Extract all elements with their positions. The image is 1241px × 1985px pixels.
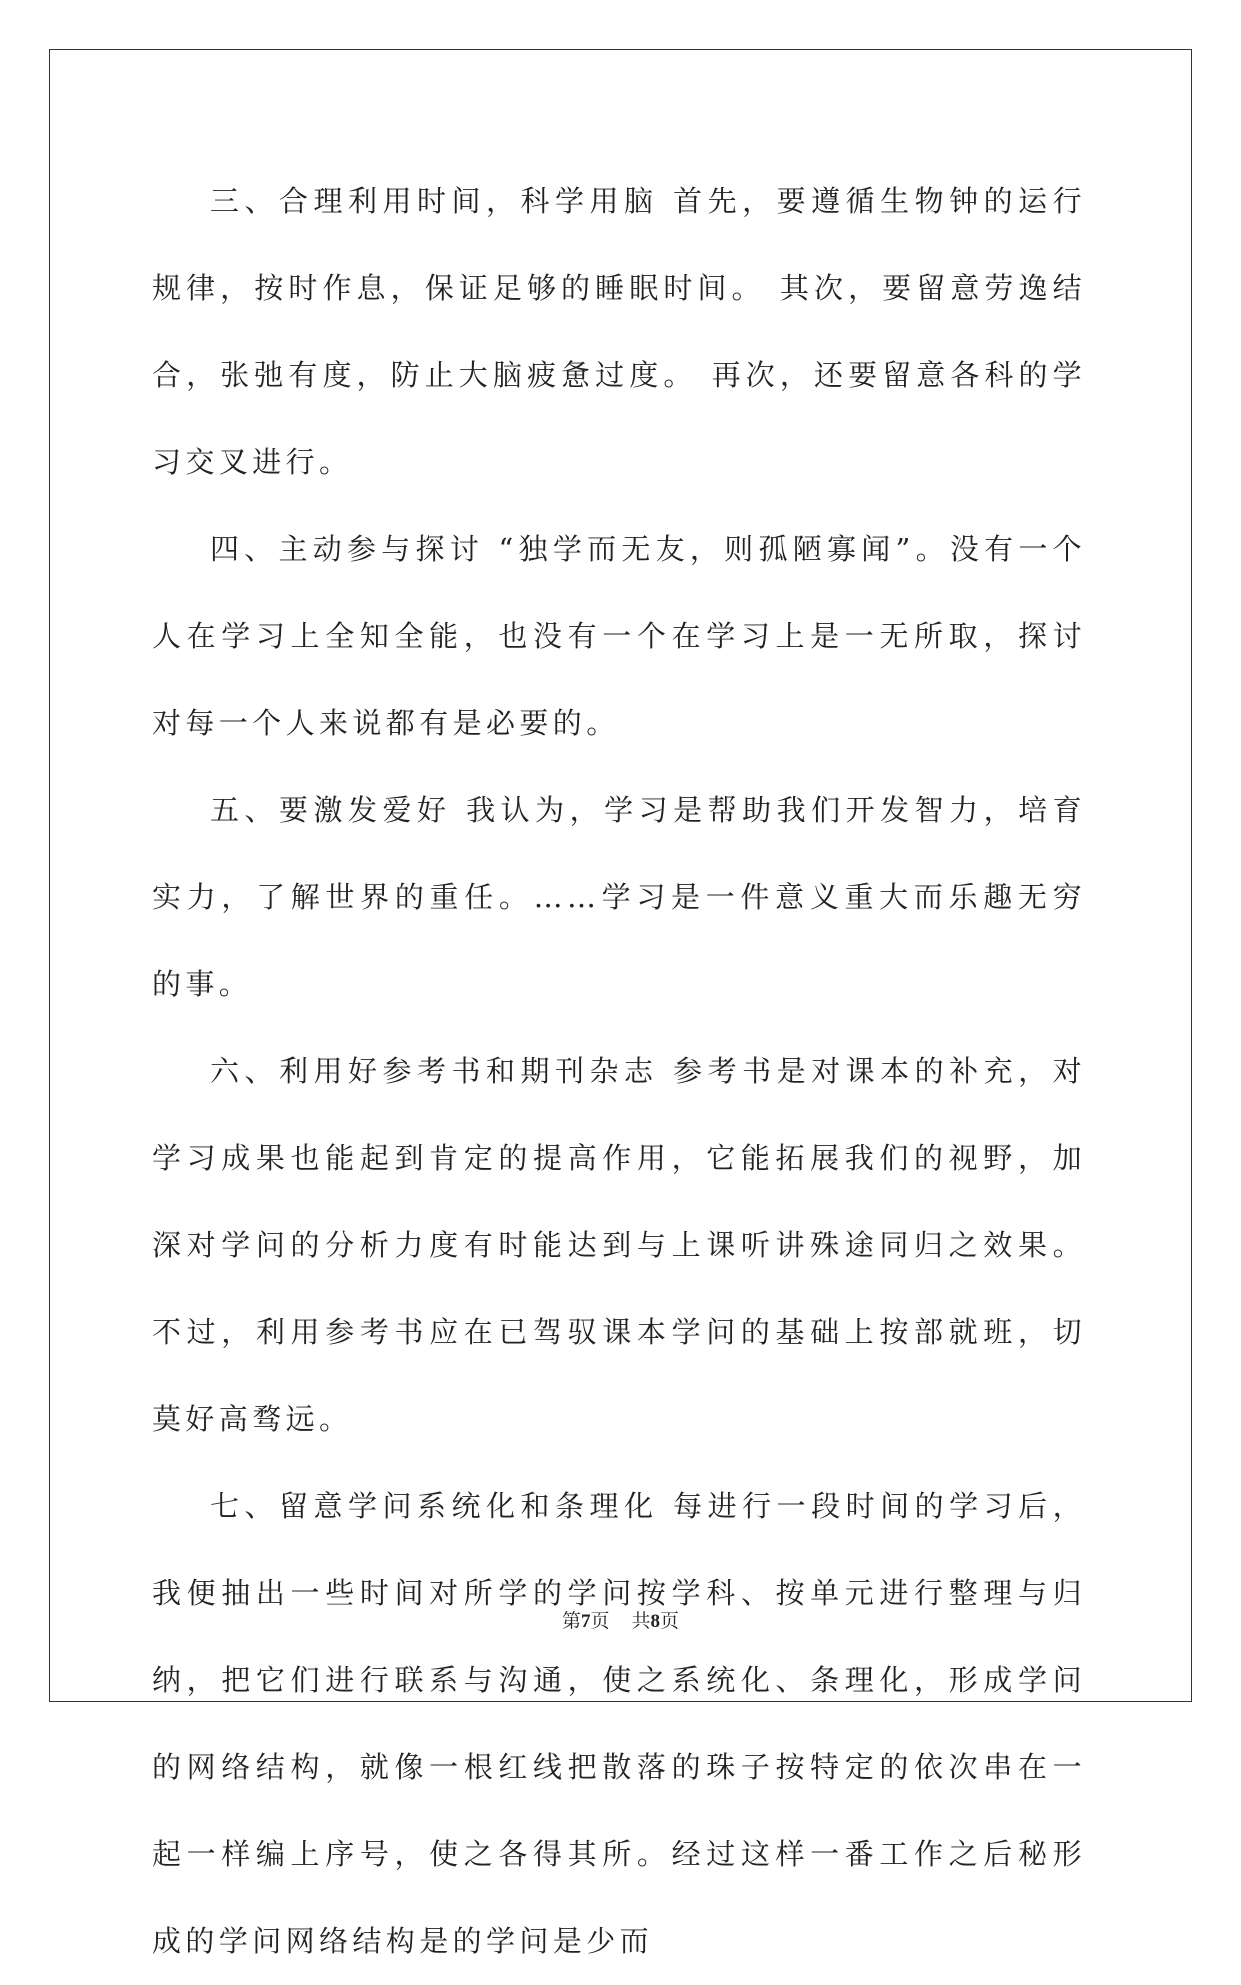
paragraph-interest: 五、要激发爱好 我认为，学习是帮助我们开发智力，培育实力，了解世界的重任。……学习是一件意义重大而乐趣无穷的事。 <box>152 793 1086 1001</box>
paragraph-systematization: 七、留意学问系统化和条理化 每进行一段时间的学习后，我便抽出一些时间对所学的学问按学科、按单元进行整理与归纳，把它们进行联系与沟通，使之系统化、条理化，形成学问的网络结构，就像一根红线把散落的珠子按特定的依次串在一起一样编上序号，使之各得其所。经过这样一番工作之后秘形成的学问网络结构是的学问是少而 <box>152 1489 1086 1958</box>
paragraph-discussion: 四、主动参与探讨 “独学而无友，则孤陋寡闻”。没有一个人在学习上全知全能，也没有一个在学习上是一无所取，探讨对每一个人来说都有是必要的。 <box>152 532 1086 740</box>
page-prefix: 第 <box>561 1611 581 1632</box>
page-current-number: 7 <box>580 1611 591 1632</box>
total-prefix: 共 <box>631 1611 651 1632</box>
page-footer <box>0 1606 1241 1633</box>
page-total-number: 8 <box>650 1611 661 1632</box>
page-suffix: 页 <box>590 1611 610 1632</box>
total-suffix: 页 <box>660 1611 680 1632</box>
paragraph-time-management: 三、合理利用时间，科学用脑 首先，要遵循生物钟的运行规律，按时作息，保证足够的睡眠时间。 其次，要留意劳逸结合，张弛有度，防止大脑疲惫过度。 再次，还要留意各科的学习交叉进行。 <box>152 184 1086 479</box>
paragraph-reference-books: 六、利用好参考书和期刊杂志 参考书是对课本的补充，对学习成果也能起到肯定的提高作用，它能拓展我们的视野，加深对学问的分析力度有时能达到与上课听讲殊途同归之效果。不过，利用参考书应在已驾驭课本学问的基础上按部就班，切莫好高骛远。 <box>152 1054 1086 1436</box>
document-body <box>152 158 1086 1985</box>
